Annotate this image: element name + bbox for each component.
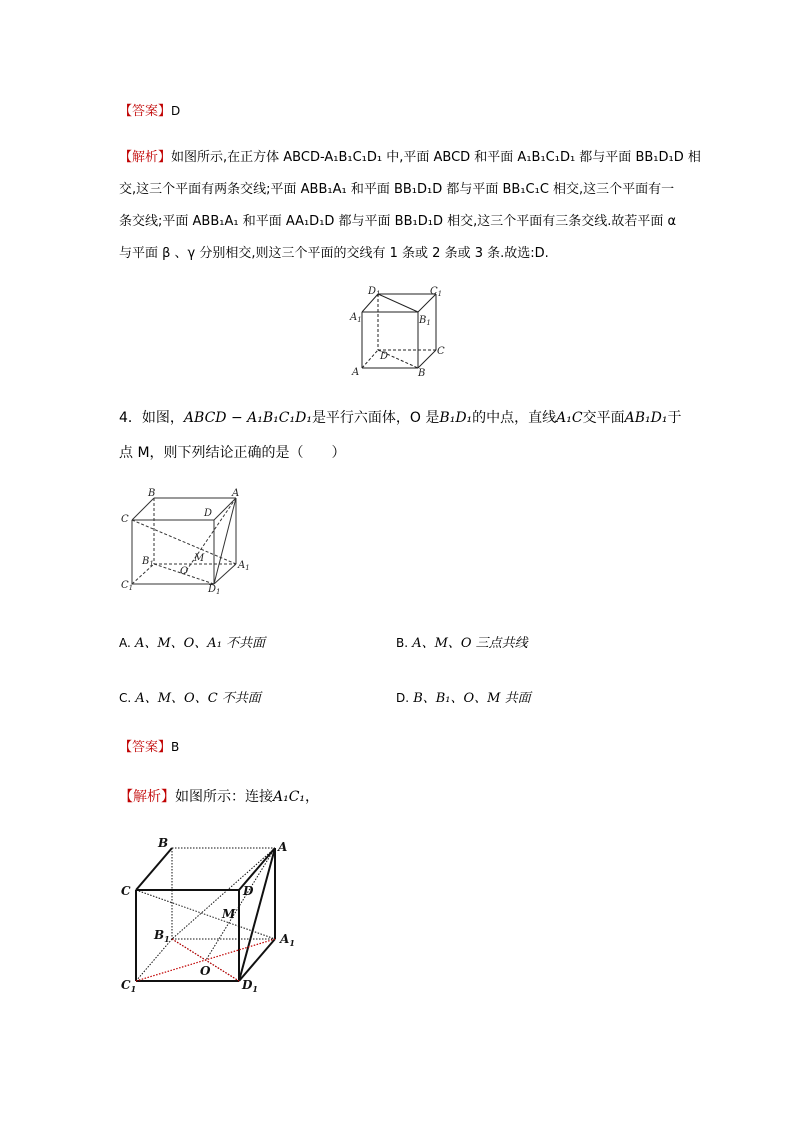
q4-prefix: 4．如图，	[119, 410, 184, 426]
fig3-label-a1: $A_1$	[280, 932, 295, 948]
fig1-label-a1: $A_1$	[350, 312, 362, 324]
fig1-label-d1: $D_1$	[368, 286, 381, 298]
analysis-line-section2	[119, 788, 319, 806]
fig1-label-b: B	[418, 368, 426, 379]
answer-line-1	[119, 102, 180, 121]
choice-a[interactable]	[119, 632, 265, 651]
fig2-label-a1: $A_1$	[238, 560, 250, 572]
choice-d-prefix: D.	[396, 691, 410, 705]
parallelepiped-figure-2	[118, 488, 258, 598]
q4-seg: B₁D₁	[439, 410, 473, 426]
answer-label-2: 【答案】	[119, 740, 172, 755]
choice-d[interactable]	[396, 687, 531, 706]
fig2-label-d1: $D_1$	[208, 584, 221, 596]
fig2-label-m: M	[194, 553, 205, 564]
fig2-label-b1: $B_1$	[142, 556, 154, 568]
cube-figure-1	[348, 284, 448, 384]
choice-c-body: A、M、O、C 不共面	[135, 691, 261, 706]
analysis-line-4: 与平面 β 、γ 分别相交,则这三个平面的交线有 1 条或 2 条或 3 条.故选:D.	[119, 246, 549, 261]
parallelepiped-figure-3	[118, 833, 298, 993]
choice-c[interactable]	[119, 687, 261, 706]
fig1-label-b1: $B_1$	[419, 315, 431, 327]
analysis-end-section2: ，	[305, 789, 320, 805]
choice-b-body: A、M、O 三点共线	[412, 636, 528, 651]
answer-value-2: B	[171, 740, 180, 754]
choice-a-prefix: A.	[119, 636, 131, 650]
fig2-label-c: C	[121, 514, 129, 525]
q4-line: A₁C	[556, 410, 583, 426]
fig3-label-b: B	[158, 836, 169, 850]
choice-b[interactable]	[396, 632, 528, 651]
fig2-label-d: D	[204, 508, 213, 519]
q4-expr: ABCD − A₁B₁C₁D₁	[183, 410, 312, 426]
fig1-label-d: D	[380, 351, 389, 362]
fig3-label-d: D	[243, 884, 254, 898]
fig3-label-o: O	[200, 964, 211, 978]
fig2-label-a: A	[232, 488, 240, 499]
q4-mid: 是平行六面体，O 是	[311, 410, 440, 426]
question-4-line-1	[119, 409, 681, 427]
question-4-line-2: 点 M，则下列结论正确的是（ ）	[119, 445, 346, 461]
answer-label: 【答案】	[119, 104, 172, 119]
choice-c-prefix: C.	[119, 691, 132, 705]
fig3-label-d1: $D_1$	[242, 978, 258, 994]
analysis-text-section2: 如图所示：连接	[175, 789, 273, 805]
analysis-text-1: 如图所示,在正方体 ABCD-A₁B₁C₁D₁ 中,平面 ABCD 和平面 A₁B₁C₁D₁ 都与平面 BB₁D₁D 相	[171, 150, 701, 165]
fig1-label-c1: $C_1$	[430, 286, 443, 298]
fig3-label-a: A	[278, 840, 288, 854]
fig2-label-o: O	[180, 566, 189, 577]
choice-d-body: B、B₁、O、M 共面	[413, 691, 531, 706]
fig1-label-c: C	[437, 346, 445, 357]
choice-b-prefix: B.	[396, 636, 409, 650]
q4-end: 于	[667, 410, 682, 426]
fig3-label-c1: $C_1$	[121, 978, 137, 994]
analysis-line-1	[119, 149, 701, 167]
analysis-label: 【解析】	[119, 150, 172, 165]
analysis-label-2: 【解析】	[119, 789, 175, 805]
q4-plane: AB₁D₁	[624, 410, 668, 426]
answer-line-2	[119, 738, 179, 757]
q4-mid3: 交平面	[582, 410, 625, 426]
q4-mid2: 的中点，直线	[472, 410, 557, 426]
analysis-line-2: 交,这三个平面有两条交线;平面 ABB₁A₁ 和平面 BB₁D₁D 都与平面 BB₁C₁C 相交,这三个平面有一	[119, 182, 675, 197]
fig1-label-a: A	[352, 367, 360, 378]
choice-a-body: A、M、O、A₁ 不共面	[134, 636, 266, 651]
answer-value: D	[171, 104, 181, 118]
fig2-label-c1: $C_1$	[121, 580, 134, 592]
fig3-label-m: M	[222, 907, 236, 921]
fig2-label-b: B	[148, 488, 156, 499]
analysis-line-3: 条交线;平面 ABB₁A₁ 和平面 AA₁D₁D 都与平面 BB₁D₁D 相交,这三个平面有三条交线.故若平面 α	[119, 214, 677, 229]
fig3-label-b1: $B_1$	[154, 928, 170, 944]
analysis-expr-section2: A₁C₁	[273, 789, 306, 805]
fig3-label-c: C	[121, 884, 131, 898]
